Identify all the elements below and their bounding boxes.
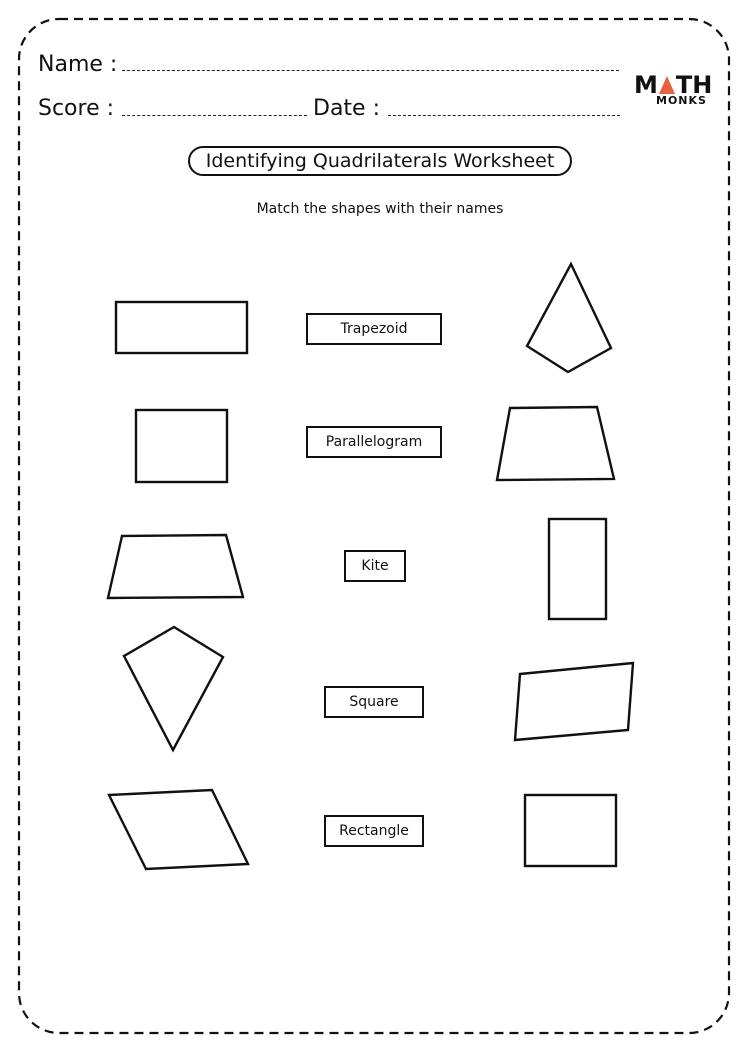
name-label: Name : (38, 52, 118, 77)
right-square-shape (525, 795, 616, 866)
left-trapezoid-shape (108, 535, 243, 598)
left-kite-shape (124, 627, 223, 750)
logo-text-th: TH (675, 71, 713, 99)
left-parallelogram-shape (109, 790, 248, 869)
logo-subtext: MONKS (656, 94, 707, 107)
logo-text-m: M (634, 71, 658, 99)
left-rectangle-shape (116, 302, 247, 353)
worksheet-title: Identifying Quadrilaterals Worksheet (188, 146, 572, 176)
name-box-kite: Kite (344, 550, 406, 582)
name-box-trapezoid: Trapezoid (306, 313, 442, 345)
name-box-rectangle: Rectangle (324, 815, 424, 847)
date-label: Date : (313, 96, 380, 121)
right-trapezoid-shape (497, 407, 614, 480)
worksheet-instruction: Match the shapes with their names (256, 201, 504, 217)
right-rectangle-shape (549, 519, 606, 619)
right-parallelogram-shape (515, 663, 633, 740)
score-label: Score : (38, 96, 115, 121)
left-square-shape (136, 410, 227, 482)
name-box-square: Square (324, 686, 424, 718)
right-kite-shape (527, 264, 611, 372)
name-box-parallelogram: Parallelogram (306, 426, 442, 458)
